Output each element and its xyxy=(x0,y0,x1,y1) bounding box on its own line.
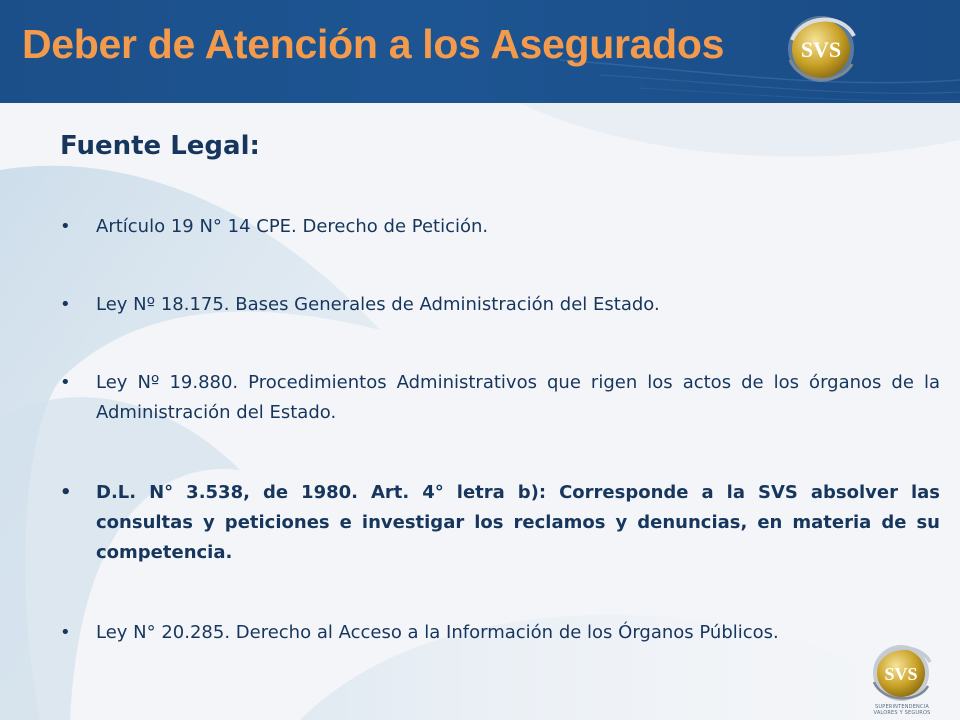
list-item-text: Ley Nº 18.175. Bases Generales de Administración del Estado. xyxy=(96,294,660,315)
list-item xyxy=(60,290,940,320)
logo-caption-line2: VALORES Y SEGUROS xyxy=(873,710,931,716)
list-item xyxy=(60,618,940,648)
logo-caption xyxy=(862,704,942,716)
list-item-highlighted xyxy=(60,478,940,568)
list-item-text: Ley Nº 19.880. Procedimientos Administrativos que rigen los actos de los órganos de la Administración del Estado. xyxy=(96,372,940,423)
logo-top-text: SVS xyxy=(800,37,842,62)
list-item-text: Artículo 19 N° 14 CPE. Derecho de Petición. xyxy=(96,216,489,237)
bullet-icon: • xyxy=(60,622,71,643)
logo-caption-line1: SUPERINTENDENCIA xyxy=(875,704,929,710)
svs-footer-logo-icon xyxy=(868,640,934,706)
header-bar xyxy=(0,0,960,103)
bullet-icon: • xyxy=(60,294,71,315)
logo-bottom-text: SVS xyxy=(884,664,918,684)
section-heading: Fuente Legal: xyxy=(60,131,260,161)
list-item-text: D.L. N° 3.538, de 1980. Art. 4° letra b): Corresponde a la SVS absolver las consultas y peticiones e investigar los reclamos y denuncias, en materia de su competencia. xyxy=(96,482,940,563)
bullet-icon: • xyxy=(60,216,71,237)
list-item xyxy=(60,212,940,242)
list-item-text: Ley N° 20.285. Derecho al Acceso a la Información de los Órganos Públicos. xyxy=(96,622,779,643)
bullet-icon: • xyxy=(60,482,72,503)
list-item xyxy=(60,368,940,428)
slide-title: Deber de Atención a los Asegurados xyxy=(22,21,725,67)
bullet-icon: • xyxy=(60,372,71,393)
svs-logo-icon xyxy=(782,10,860,88)
